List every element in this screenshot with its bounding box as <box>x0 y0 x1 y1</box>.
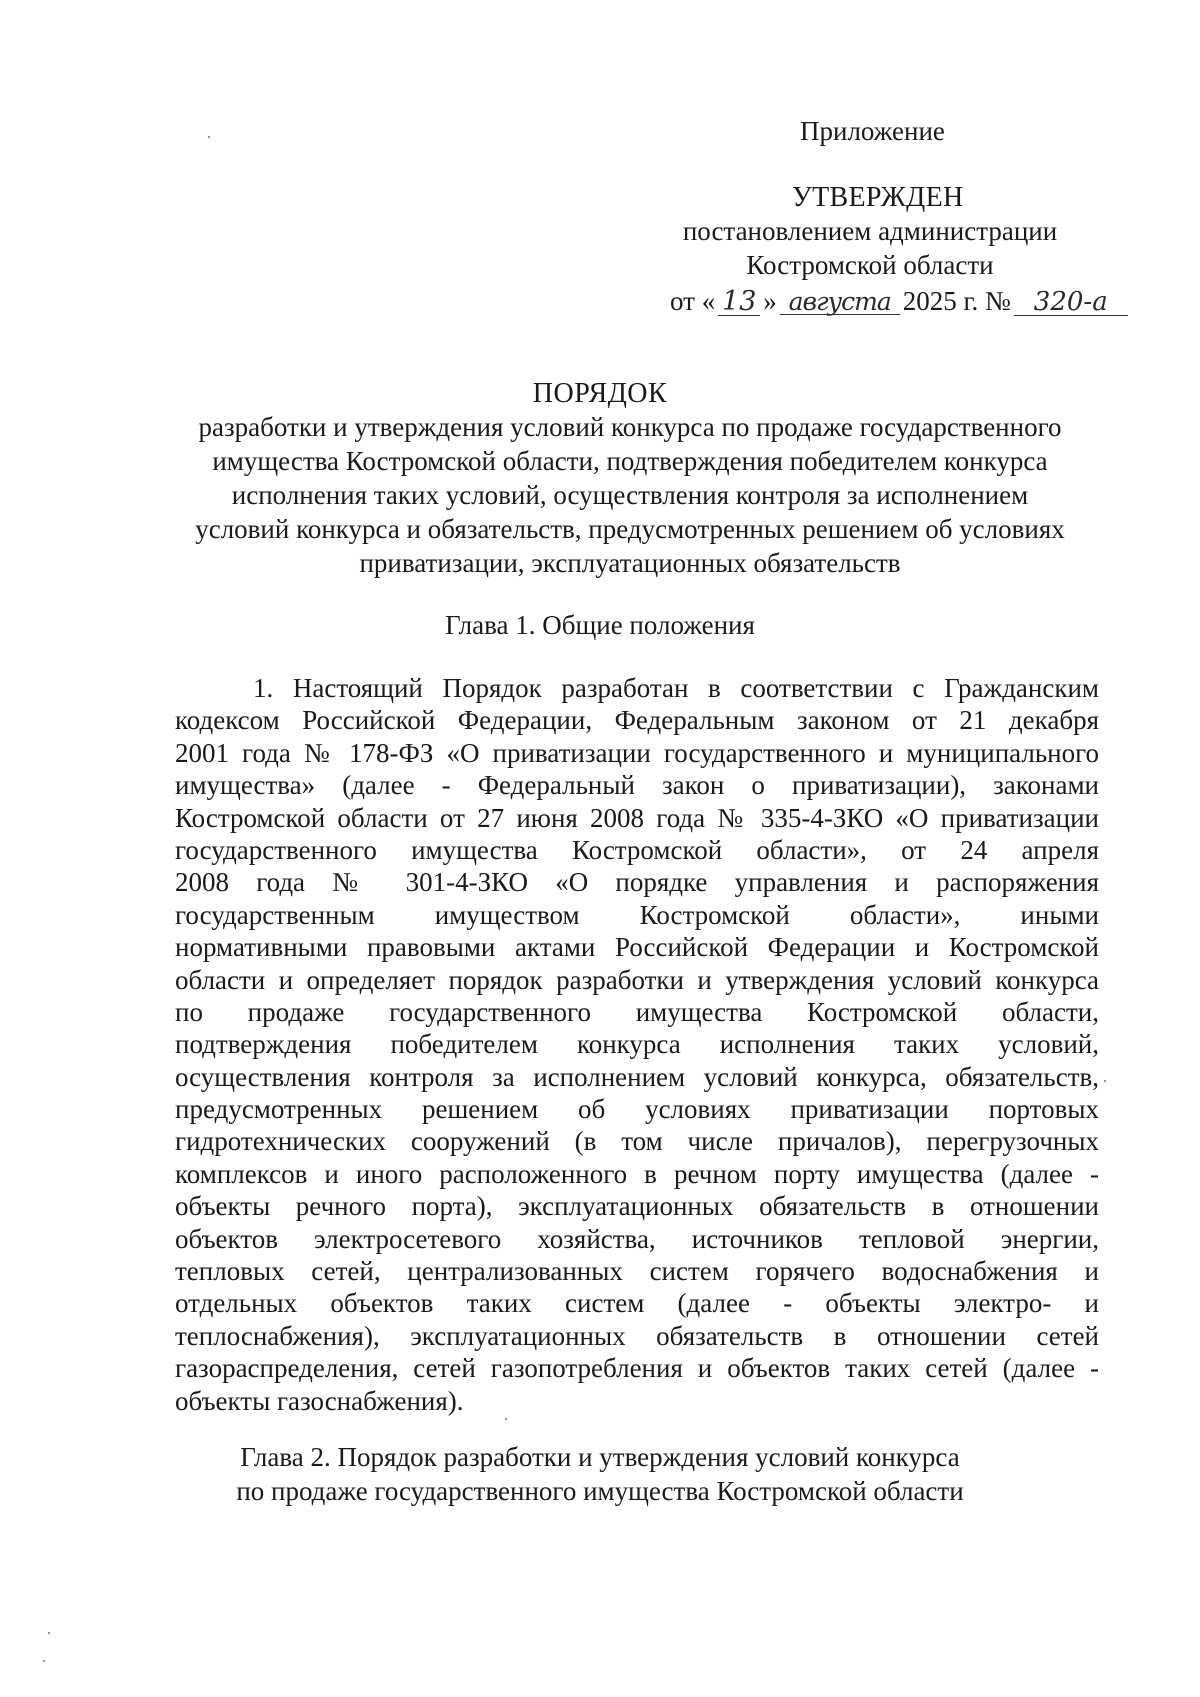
decree-line <box>667 286 1128 317</box>
decree-year: 2025 г. № <box>902 286 1011 316</box>
paragraph-line: объектов электросетевого хозяйства, источников тепловой энергии, <box>175 1223 1099 1254</box>
scan-speck <box>208 136 210 138</box>
paragraph-line: 1. Настоящий Порядок разработан в соответствии с Гражданским <box>253 673 1099 703</box>
subtitle-line: приватизации, эксплуатационных обязательств <box>359 548 901 578</box>
chapter-2-heading-line: Глава 2. Порядок разработки и утверждения условий конкурса <box>240 1442 960 1472</box>
paragraph-line: 2008 года № 301-4-ЗКО «О порядке управления и распоряжения <box>175 867 1099 898</box>
paragraph-1 <box>175 672 1099 1417</box>
document-subtitle <box>150 410 1110 580</box>
paragraph-line: государственным имуществом Костромской области», иными <box>175 899 1099 930</box>
subtitle-line: разработки и утверждения условий конкурса по продаже государственного <box>198 412 1062 442</box>
scan-speck <box>48 1632 50 1634</box>
chapter-1-heading: Глава 1. Общие положения <box>445 610 755 640</box>
paragraph-line: отдельных объектов таких систем (далее - объекты электро- и <box>175 1288 1099 1319</box>
paragraph-line: комплексов и иного расположенного в речном порту имущества (далее - <box>175 1158 1099 1189</box>
paragraph-line: газораспределения, сетей газопотребления и объектов таких сетей (далее - <box>175 1353 1099 1384</box>
decree-quote-close: » <box>763 286 777 316</box>
paragraph-line: Костромской области от 27 июня 2008 года № 335-4-ЗКО «О приватизации <box>175 802 1099 833</box>
appendix-label: Приложение <box>800 116 945 146</box>
paragraph-line: теплоснабжения), эксплуатационных обязательств в отношении сетей <box>175 1320 1099 1351</box>
decree-month-handwritten: августа <box>780 289 900 315</box>
paragraph-line: имущества» (далее - Федеральный закон о приватизации), законами <box>175 770 1099 801</box>
paragraph-line: кодексом Российской Федерации, Федеральным законом от 21 декабря <box>175 705 1099 736</box>
scan-speck <box>1104 1080 1106 1082</box>
decree-prefix: от « <box>670 286 716 316</box>
decree-day-handwritten: 13 <box>718 288 760 316</box>
paragraph-line: предусмотренных решением об условиях приватизации портовых <box>175 1094 1099 1125</box>
subtitle-line: имущества Костромской области, подтверждения победителем конкурса <box>212 446 1048 476</box>
paragraph-line: нормативными правовыми актами Российской Федерации и Костромской <box>175 932 1099 963</box>
chapter-2-heading <box>0 1440 1200 1508</box>
paragraph-line: гидротехнических сооружений (в том числе причалов), перегрузочных <box>175 1126 1099 1157</box>
paragraph-line: объекты газоснабжения). <box>175 1385 464 1416</box>
paragraph-line: подтверждения победителем конкурса исполнения таких условий, <box>175 1029 1099 1060</box>
approved-stamp-label: УТВЕРЖДЕН <box>792 182 964 213</box>
chapter-2-heading-line: по продаже государственного имущества Костромской области <box>236 1476 964 1506</box>
paragraph-line: области и определяет порядок разработки и утверждения условий конкурса <box>175 964 1099 995</box>
document-title: ПОРЯДОК <box>532 378 668 409</box>
paragraph-line: 2001 года № 178-ФЗ «О приватизации государственного и муниципального <box>175 737 1099 768</box>
paragraph-line: тепловых сетей, централизованных систем горячего водоснабжения и <box>175 1256 1099 1287</box>
subtitle-line: условий конкурса и обязательств, предусмотренных решением об условиях <box>195 514 1065 544</box>
paragraph-line: объекты речного порта), эксплуатационных обязательств в отношении <box>175 1191 1099 1222</box>
paragraph-line: государственного имущества Костромской области», от 24 апреля <box>175 834 1099 865</box>
decree-number-handwritten: 320-а <box>1014 289 1128 316</box>
scan-speck <box>505 1418 507 1420</box>
scan-speck <box>43 1660 45 1662</box>
subtitle-line: исполнения таких условий, осуществления контроля за исполнением <box>231 480 1029 510</box>
approved-by-line-2: Костромской области <box>746 250 994 280</box>
paragraph-line: по продаже государственного имущества Костромской области, <box>175 996 1099 1027</box>
approved-by-line-1: постановлением администрации <box>682 216 1058 246</box>
paragraph-line: осуществления контроля за исполнением условий конкурса, обязательств, <box>175 1061 1099 1092</box>
